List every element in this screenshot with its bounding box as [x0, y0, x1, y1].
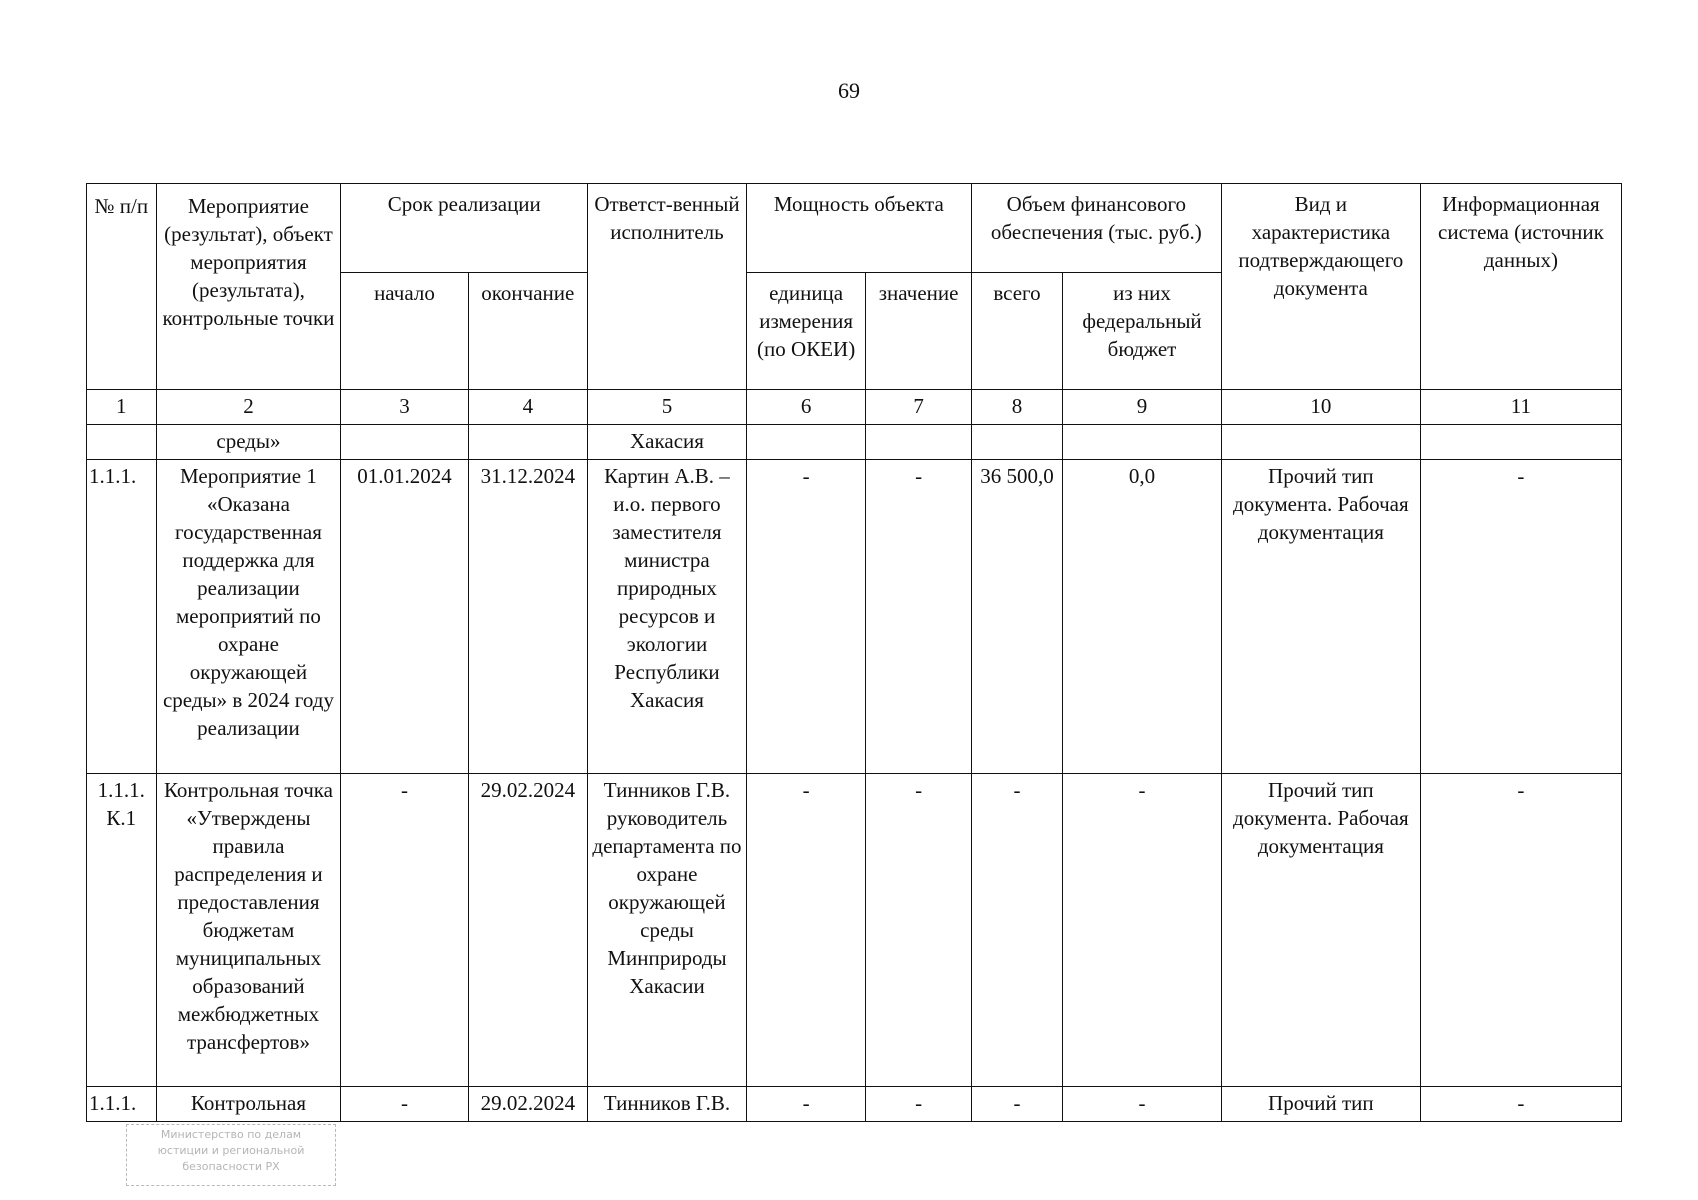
row-unit: -	[746, 460, 866, 774]
row-doc: Прочий тип	[1221, 1087, 1420, 1122]
row-num: 1.1.1.	[87, 460, 157, 774]
continuation-event: среды»	[156, 425, 341, 460]
row-doc: Прочий тип документа. Рабочая документация	[1221, 460, 1420, 774]
header-start: начало	[341, 273, 468, 390]
row-info: -	[1420, 1087, 1621, 1122]
header-value: значение	[866, 273, 971, 390]
column-number: 7	[866, 390, 971, 425]
continuation-executor: Хакасия	[588, 425, 747, 460]
row-num: 1.1.1. К.1	[87, 774, 157, 1087]
column-number: 3	[341, 390, 468, 425]
header-executor: Ответст-венный исполнитель	[588, 184, 747, 390]
event-table	[86, 183, 1622, 1122]
row-unit: -	[746, 1087, 866, 1122]
table-row	[87, 1087, 1622, 1122]
row-event: Контрольная	[156, 1087, 341, 1122]
row-value: -	[866, 1087, 971, 1122]
column-number: 11	[1420, 390, 1621, 425]
row-federal: -	[1063, 774, 1222, 1087]
header-event: Мероприятие (результат), объект мероприятия (результата), контрольные точки	[156, 184, 341, 390]
row-doc: Прочий тип документа. Рабочая документация	[1221, 774, 1420, 1087]
column-number: 6	[746, 390, 866, 425]
row-executor: Картин А.В. – и.о. первого заместителя министра природных ресурсов и экологии Республики Хакасия	[588, 460, 747, 774]
table-row	[87, 774, 1622, 1087]
stamp-line: Министерство по делам	[160, 1128, 302, 1141]
header-unit: единица измерения (по ОКЕИ)	[746, 273, 866, 390]
row-end: 29.02.2024	[468, 774, 588, 1087]
row-total: -	[971, 774, 1062, 1087]
column-number: 5	[588, 390, 747, 425]
header-total: всего	[971, 273, 1062, 390]
row-executor: Тинников Г.В. руководитель департамента по охране окружающей среды Минприроды Хакасии	[588, 774, 747, 1087]
row-federal: 0,0	[1063, 460, 1222, 774]
row-unit: -	[746, 774, 866, 1087]
stamp-line: безопасности РХ	[182, 1160, 280, 1173]
row-start: -	[341, 774, 468, 1087]
row-event: Мероприятие 1 «Оказана государственная поддержка для реализации мероприятий по охране окружающей среды» в 2024 году реализации	[156, 460, 341, 774]
column-number: 4	[468, 390, 588, 425]
row-value: -	[866, 460, 971, 774]
row-end: 31.12.2024	[468, 460, 588, 774]
row-total: -	[971, 1087, 1062, 1122]
row-executor: Тинников Г.В.	[588, 1087, 747, 1122]
column-number: 9	[1063, 390, 1222, 425]
row-start: -	[341, 1087, 468, 1122]
header-num: № п/п	[87, 184, 157, 390]
column-number: 1	[87, 390, 157, 425]
row-num: 1.1.1.	[87, 1087, 157, 1122]
column-number-row	[87, 390, 1622, 425]
header-period: Срок реализации	[341, 184, 588, 273]
row-federal: -	[1063, 1087, 1222, 1122]
continuation-row	[87, 425, 1622, 460]
page-number: 69	[838, 78, 860, 103]
column-number: 8	[971, 390, 1062, 425]
row-info: -	[1420, 774, 1621, 1087]
header-federal: из них федеральный бюджет	[1063, 273, 1222, 390]
row-event: Контрольная точка «Утверждены правила распределения и предоставления бюджетам муниципальных образований межбюджетных трансфертов»	[156, 774, 341, 1087]
row-total: 36 500,0	[971, 460, 1062, 774]
row-info: -	[1420, 460, 1621, 774]
stamp-line: юстиции и региональной	[157, 1144, 305, 1157]
header-finance: Объем финансового обеспечения (тыс. руб.)	[971, 184, 1221, 273]
row-end: 29.02.2024	[468, 1087, 588, 1122]
table-row	[87, 460, 1622, 774]
header-end: окончание	[468, 273, 588, 390]
header-row-1	[87, 184, 1622, 273]
registration-stamp	[126, 1124, 336, 1186]
column-number: 10	[1221, 390, 1420, 425]
header-info: Информационная система (источник данных)	[1420, 184, 1621, 390]
header-capacity: Мощность объекта	[746, 184, 971, 273]
row-start: 01.01.2024	[341, 460, 468, 774]
row-value: -	[866, 774, 971, 1087]
column-number: 2	[156, 390, 341, 425]
header-doc: Вид и характеристика подтверждающего документа	[1221, 184, 1420, 390]
